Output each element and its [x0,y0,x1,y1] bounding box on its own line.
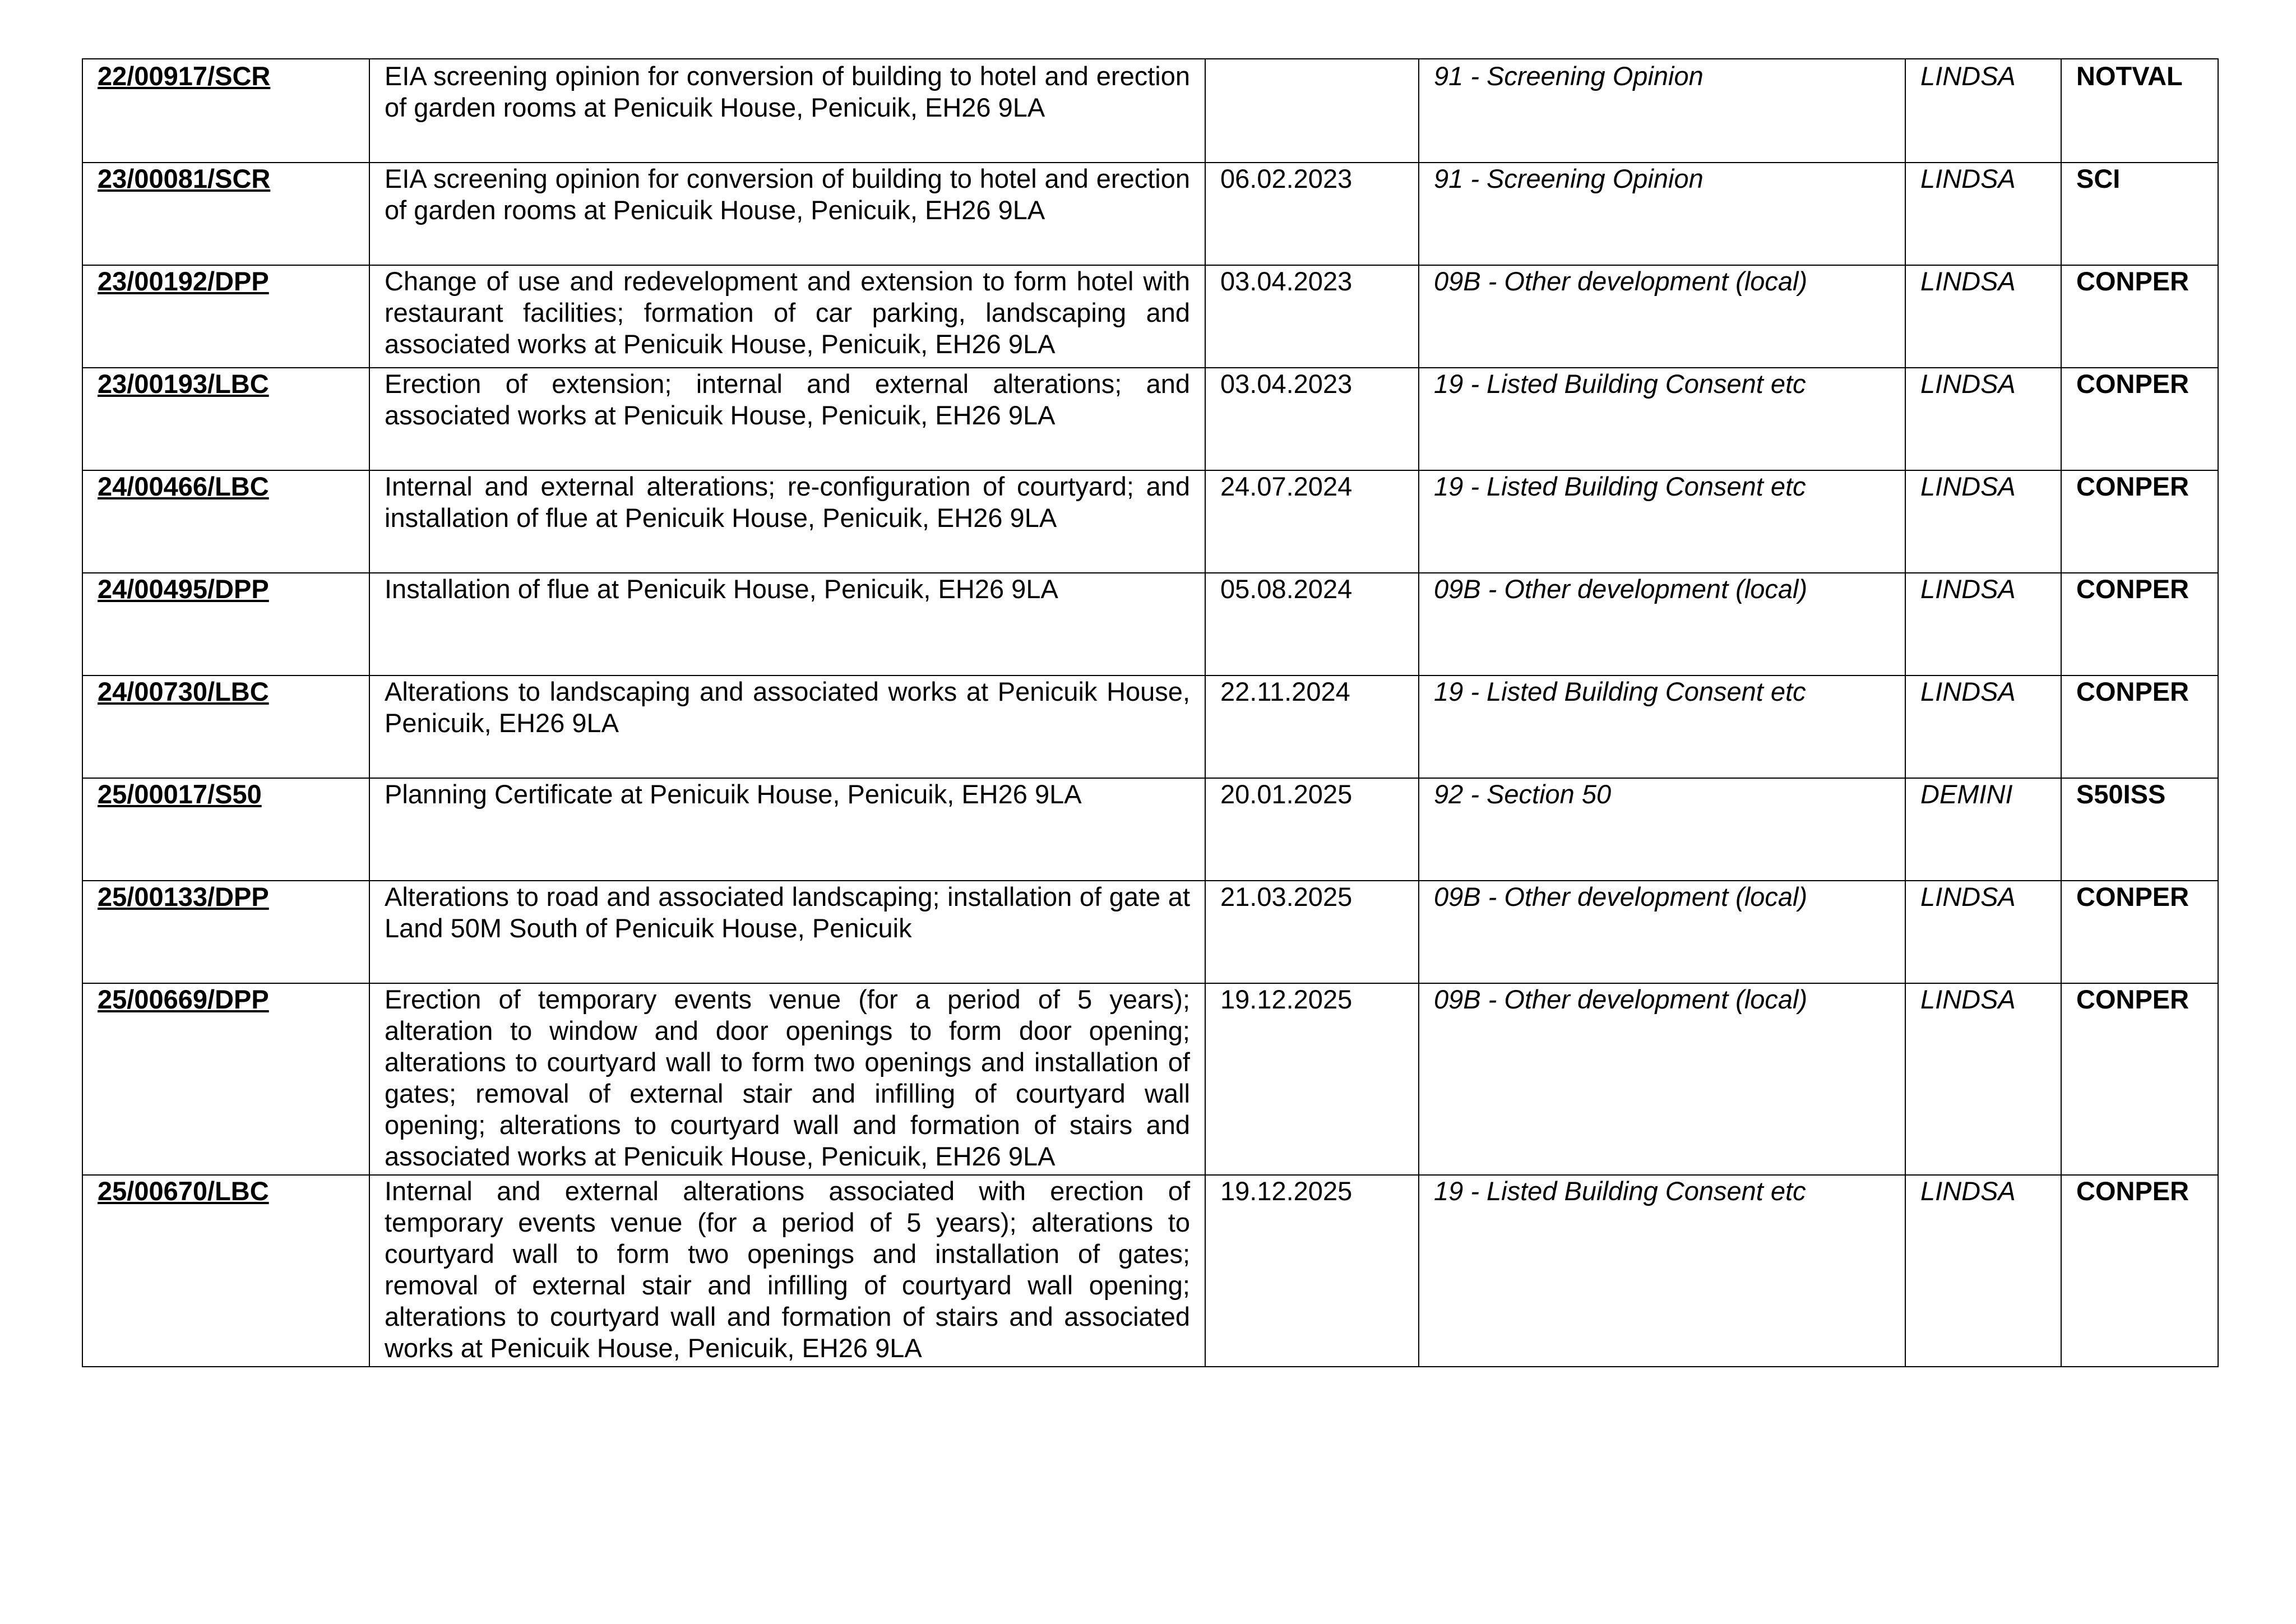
officer-cell: DEMINI [1905,778,2061,881]
reference-cell [82,163,369,265]
description-cell: Planning Certificate at Penicuik House, Penicuik, EH26 9LA [369,778,1205,881]
table-row [82,163,2218,265]
table-row [82,881,2218,983]
decision-cell: S50ISS [2061,778,2218,881]
officer-cell: LINDSA [1905,573,2061,675]
application-reference-link[interactable]: 25/00133/DPP [98,882,269,912]
reference-cell [82,59,369,163]
description-cell: EIA screening opinion for conversion of building to hotel and erection of garden rooms at Penicuik House, Penicuik, EH26 9LA [369,163,1205,265]
decision-cell: SCI [2061,163,2218,265]
application-reference-link[interactable]: 25/00017/S50 [98,779,262,809]
application-type-cell: 19 - Listed Building Consent etc [1419,368,1905,470]
reference-cell [82,983,369,1175]
decision-cell: CONPER [2061,675,2218,778]
decision-cell: CONPER [2061,265,2218,368]
description-cell: Alterations to road and associated landscaping; installation of gate at Land 50M South of Penicuik House, Penicuik [369,881,1205,983]
application-reference-link[interactable]: 25/00669/DPP [98,984,269,1014]
reference-cell [82,881,369,983]
officer-cell: LINDSA [1905,675,2061,778]
table-row [82,573,2218,675]
decision-cell: CONPER [2061,881,2218,983]
date-cell: 06.02.2023 [1205,163,1419,265]
description-cell: EIA screening opinion for conversion of building to hotel and erection of garden rooms at Penicuik House, Penicuik, EH26 9LA [369,59,1205,163]
reference-cell [82,573,369,675]
officer-cell: LINDSA [1905,59,2061,163]
date-cell: 20.01.2025 [1205,778,1419,881]
decision-cell: CONPER [2061,1175,2218,1367]
application-reference-link[interactable]: 23/00192/DPP [98,266,269,296]
description-cell: Change of use and redevelopment and extension to form hotel with restaurant facilities; formation of car parking, landscaping and associated works at Penicuik House, Penicuik, EH26 9LA [369,265,1205,368]
officer-cell: LINDSA [1905,163,2061,265]
planning-applications-table [82,58,2219,1367]
date-cell: 03.04.2023 [1205,368,1419,470]
application-type-cell: 19 - Listed Building Consent etc [1419,675,1905,778]
decision-cell: CONPER [2061,470,2218,573]
table-row [82,368,2218,470]
officer-cell: LINDSA [1905,368,2061,470]
application-reference-link[interactable]: 25/00670/LBC [98,1176,269,1206]
table-row [82,1175,2218,1367]
application-reference-link[interactable]: 23/00081/SCR [98,164,271,193]
application-type-cell: 91 - Screening Opinion [1419,59,1905,163]
application-type-cell: 09B - Other development (local) [1419,573,1905,675]
officer-cell: LINDSA [1905,265,2061,368]
application-type-cell: 19 - Listed Building Consent etc [1419,470,1905,573]
date-cell: 21.03.2025 [1205,881,1419,983]
table-row [82,59,2218,163]
decision-cell: CONPER [2061,573,2218,675]
officer-cell: LINDSA [1905,1175,2061,1367]
reference-cell [82,778,369,881]
description-cell: Internal and external alterations associated with erection of temporary events venue (for a period of 5 years); alterations to courtyard wall to form two openings and installation of gates; removal of external stair and infilling of courtyard wall opening; alterations to courtyard wall and formation of stairs and associated works at Penicuik House, Penicuik, EH26 9LA [369,1175,1205,1367]
officer-cell: LINDSA [1905,881,2061,983]
decision-cell: CONPER [2061,983,2218,1175]
table-row [82,470,2218,573]
table-row [82,675,2218,778]
reference-cell [82,368,369,470]
reference-cell [82,675,369,778]
description-cell: Erection of extension; internal and external alterations; and associated works at Penicuik House, Penicuik, EH26 9LA [369,368,1205,470]
table-row [82,265,2218,368]
application-type-cell: 19 - Listed Building Consent etc [1419,1175,1905,1367]
decision-cell: CONPER [2061,368,2218,470]
reference-cell [82,470,369,573]
application-type-cell: 09B - Other development (local) [1419,881,1905,983]
application-reference-link[interactable]: 24/00730/LBC [98,677,269,706]
reference-cell [82,1175,369,1367]
officer-cell: LINDSA [1905,470,2061,573]
application-reference-link[interactable]: 22/00917/SCR [98,61,271,91]
date-cell: 19.12.2025 [1205,983,1419,1175]
application-type-cell: 92 - Section 50 [1419,778,1905,881]
date-cell [1205,59,1419,163]
description-cell: Installation of flue at Penicuik House, Penicuik, EH26 9LA [369,573,1205,675]
date-cell: 22.11.2024 [1205,675,1419,778]
application-type-cell: 91 - Screening Opinion [1419,163,1905,265]
officer-cell: LINDSA [1905,983,2061,1175]
application-reference-link[interactable]: 23/00193/LBC [98,369,269,399]
application-reference-link[interactable]: 24/00495/DPP [98,574,269,604]
date-cell: 05.08.2024 [1205,573,1419,675]
description-cell: Internal and external alterations; re-configuration of courtyard; and installation of flue at Penicuik House, Penicuik, EH26 9LA [369,470,1205,573]
table-row [82,778,2218,881]
decision-cell: NOTVAL [2061,59,2218,163]
description-cell: Alterations to landscaping and associated works at Penicuik House, Penicuik, EH26 9LA [369,675,1205,778]
description-cell: Erection of temporary events venue (for a period of 5 years); alteration to window and door openings to form door opening; alterations to courtyard wall to form two openings and installation of gates; removal of external stair and infilling of courtyard wall opening; alterations to courtyard wall and formation of stairs and associated works at Penicuik House, Penicuik, EH26 9LA [369,983,1205,1175]
date-cell: 19.12.2025 [1205,1175,1419,1367]
application-type-cell: 09B - Other development (local) [1419,983,1905,1175]
application-reference-link[interactable]: 24/00466/LBC [98,471,269,501]
reference-cell [82,265,369,368]
table-row [82,983,2218,1175]
application-type-cell: 09B - Other development (local) [1419,265,1905,368]
date-cell: 24.07.2024 [1205,470,1419,573]
date-cell: 03.04.2023 [1205,265,1419,368]
